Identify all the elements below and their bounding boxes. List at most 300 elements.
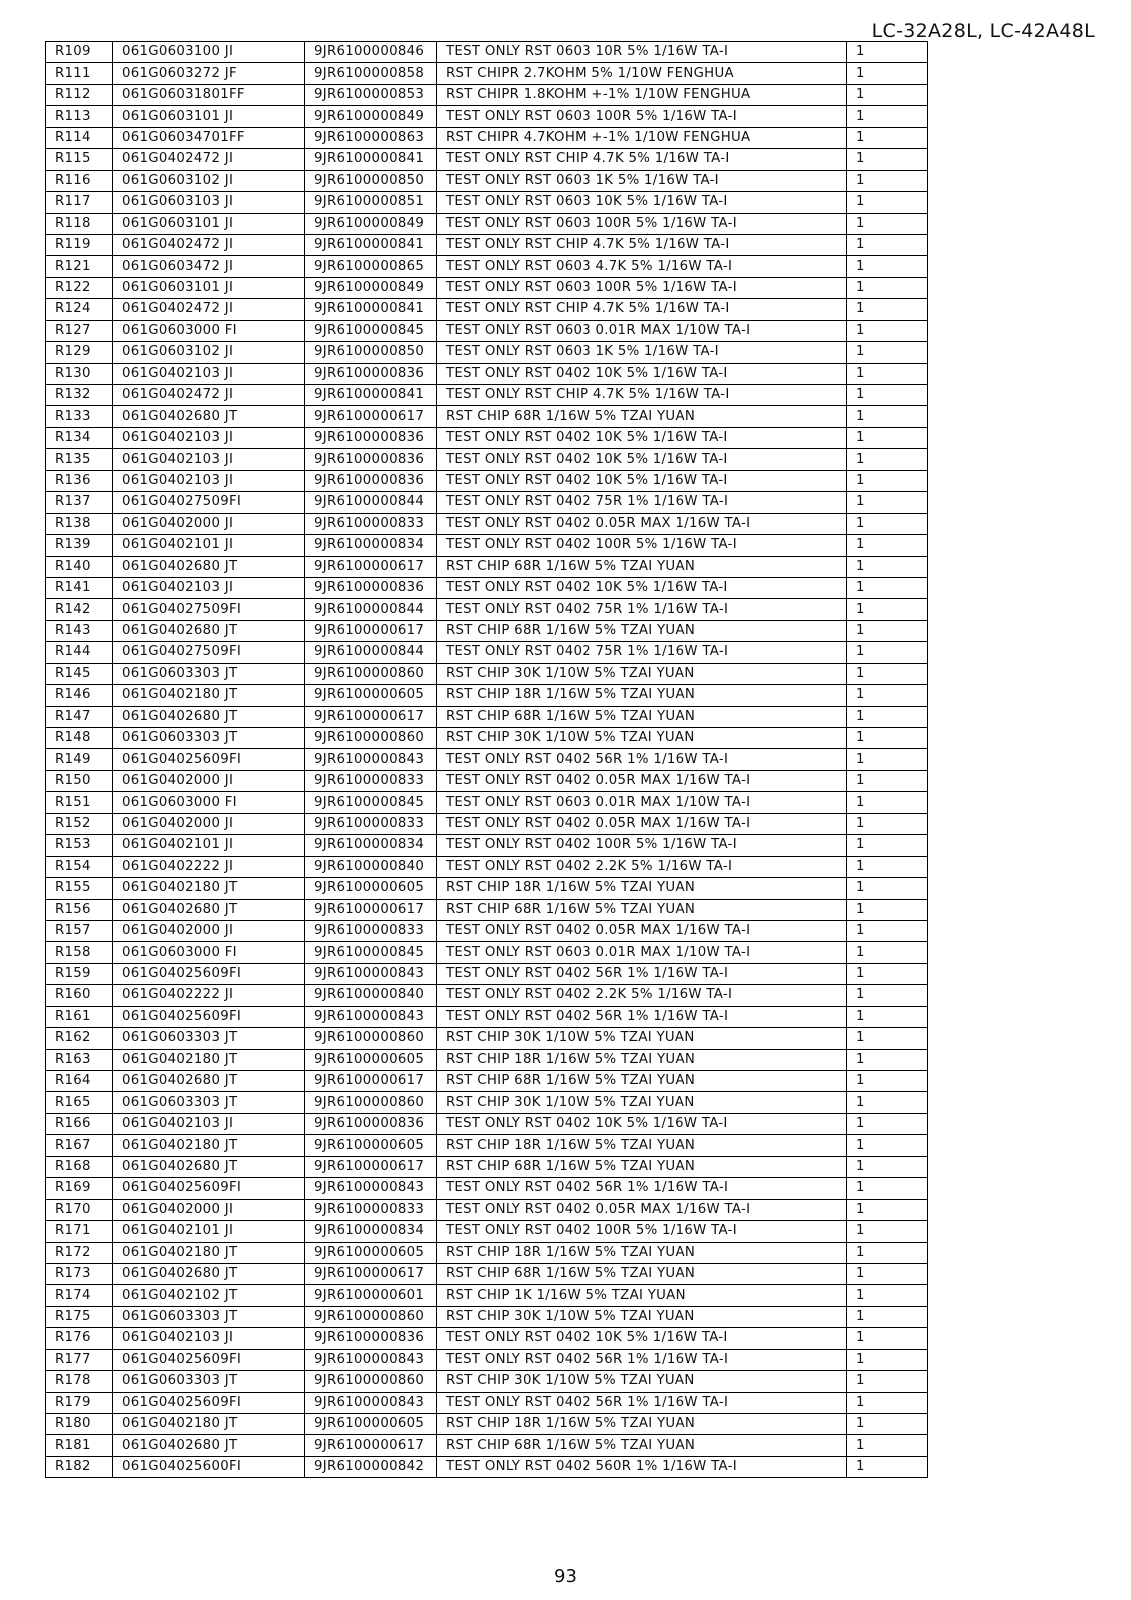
part-number-cell: 061G0402103 JI (113, 1328, 305, 1349)
quantity-cell: 1 (847, 942, 928, 963)
table-row (46, 1371, 928, 1392)
table-row (46, 985, 928, 1006)
ref-designator-cell: R144 (46, 642, 113, 663)
table-row (46, 427, 928, 448)
description-cell: RST CHIP 68R 1/16W 5% TZAI YUAN (437, 620, 847, 641)
service-code-cell: 9JR6100000860 (305, 728, 437, 749)
table-row (46, 728, 928, 749)
service-code-cell: 9JR6100000844 (305, 492, 437, 513)
description-cell: RST CHIP 68R 1/16W 5% TZAI YUAN (437, 406, 847, 427)
description-cell: RST CHIPR 1.8KOHM +-1% 1/10W FENGHUA (437, 84, 847, 105)
service-code-cell: 9JR6100000865 (305, 256, 437, 277)
service-code-cell: 9JR6100000605 (305, 1049, 437, 1070)
description-cell: TEST ONLY RST 0603 100R 5% 1/16W TA-I (437, 213, 847, 234)
ref-designator-cell: R150 (46, 770, 113, 791)
ref-designator-cell: R139 (46, 535, 113, 556)
quantity-cell: 1 (847, 770, 928, 791)
ref-designator-cell: R147 (46, 706, 113, 727)
description-cell: RST CHIP 30K 1/10W 5% TZAI YUAN (437, 728, 847, 749)
service-code-cell: 9JR6100000845 (305, 792, 437, 813)
ref-designator-cell: R130 (46, 363, 113, 384)
page-header-model: LC-32A28L, LC-42A48L (871, 20, 1095, 42)
description-cell: RST CHIP 18R 1/16W 5% TZAI YUAN (437, 1414, 847, 1435)
part-number-cell: 061G0402103 JI (113, 1113, 305, 1134)
table-row (46, 1135, 928, 1156)
description-cell: RST CHIP 30K 1/10W 5% TZAI YUAN (437, 1306, 847, 1327)
quantity-cell: 1 (847, 320, 928, 341)
description-cell: TEST ONLY RST 0402 56R 1% 1/16W TA-I (437, 963, 847, 984)
table-row (46, 127, 928, 148)
service-code-cell: 9JR6100000605 (305, 878, 437, 899)
ref-designator-cell: R163 (46, 1049, 113, 1070)
ref-designator-cell: R145 (46, 663, 113, 684)
table-row (46, 620, 928, 641)
ref-designator-cell: R134 (46, 427, 113, 448)
service-code-cell: 9JR6100000845 (305, 942, 437, 963)
description-cell: TEST ONLY RST 0603 100R 5% 1/16W TA-I (437, 277, 847, 298)
quantity-cell: 1 (847, 1371, 928, 1392)
table-row (46, 299, 928, 320)
description-cell: TEST ONLY RST 0402 10K 5% 1/16W TA-I (437, 427, 847, 448)
service-code-cell: 9JR6100000617 (305, 1435, 437, 1456)
description-cell: TEST ONLY RST 0402 2.2K 5% 1/16W TA-I (437, 985, 847, 1006)
part-number-cell: 061G0603103 JI (113, 192, 305, 213)
ref-designator-cell: R142 (46, 599, 113, 620)
ref-designator-cell: R166 (46, 1113, 113, 1134)
description-cell: TEST ONLY RST 0402 100R 5% 1/16W TA-I (437, 535, 847, 556)
part-number-cell: 061G0603101 JI (113, 106, 305, 127)
quantity-cell: 1 (847, 42, 928, 63)
ref-designator-cell: R149 (46, 749, 113, 770)
quantity-cell: 1 (847, 920, 928, 941)
service-code-cell: 9JR6100000850 (305, 170, 437, 191)
description-cell: TEST ONLY RST 0402 10K 5% 1/16W TA-I (437, 1113, 847, 1134)
description-cell: RST CHIP 68R 1/16W 5% TZAI YUAN (437, 706, 847, 727)
ref-designator-cell: R175 (46, 1306, 113, 1327)
ref-designator-cell: R116 (46, 170, 113, 191)
table-row (46, 1263, 928, 1284)
service-code-cell: 9JR6100000617 (305, 556, 437, 577)
service-code-cell: 9JR6100000845 (305, 320, 437, 341)
part-number-cell: 061G04025609FI (113, 1392, 305, 1413)
table-row (46, 234, 928, 255)
table-row (46, 577, 928, 598)
quantity-cell: 1 (847, 1156, 928, 1177)
ref-designator-cell: R161 (46, 1006, 113, 1027)
table-row (46, 535, 928, 556)
table-row (46, 84, 928, 105)
service-code-cell: 9JR6100000843 (305, 1178, 437, 1199)
quantity-cell: 1 (847, 1092, 928, 1113)
ref-designator-cell: R136 (46, 470, 113, 491)
quantity-cell: 1 (847, 1071, 928, 1092)
part-number-cell: 061G0402180 JT (113, 685, 305, 706)
table-row (46, 856, 928, 877)
table-row (46, 470, 928, 491)
table-row (46, 1178, 928, 1199)
service-code-cell: 9JR6100000605 (305, 1242, 437, 1263)
part-number-cell: 061G0402680 JT (113, 706, 305, 727)
description-cell: RST CHIP 30K 1/10W 5% TZAI YUAN (437, 1092, 847, 1113)
ref-designator-cell: R118 (46, 213, 113, 234)
table-row (46, 406, 928, 427)
service-code-cell: 9JR6100000860 (305, 1092, 437, 1113)
table-row (46, 942, 928, 963)
description-cell: TEST ONLY RST 0603 1K 5% 1/16W TA-I (437, 342, 847, 363)
part-number-cell: 061G04027509FI (113, 599, 305, 620)
ref-designator-cell: R121 (46, 256, 113, 277)
quantity-cell: 1 (847, 1178, 928, 1199)
service-code-cell: 9JR6100000842 (305, 1456, 437, 1477)
description-cell: RST CHIP 18R 1/16W 5% TZAI YUAN (437, 878, 847, 899)
part-number-cell: 061G0402680 JT (113, 406, 305, 427)
quantity-cell: 1 (847, 706, 928, 727)
table-row (46, 1285, 928, 1306)
table-row (46, 599, 928, 620)
quantity-cell: 1 (847, 106, 928, 127)
ref-designator-cell: R143 (46, 620, 113, 641)
table-row (46, 685, 928, 706)
service-code-cell: 9JR6100000863 (305, 127, 437, 148)
service-code-cell: 9JR6100000617 (305, 406, 437, 427)
ref-designator-cell: R178 (46, 1371, 113, 1392)
service-code-cell: 9JR6100000841 (305, 234, 437, 255)
quantity-cell: 1 (847, 470, 928, 491)
part-number-cell: 061G0402472 JI (113, 149, 305, 170)
table-row (46, 513, 928, 534)
service-code-cell: 9JR6100000605 (305, 685, 437, 706)
quantity-cell: 1 (847, 1006, 928, 1027)
table-row (46, 342, 928, 363)
quantity-cell: 1 (847, 234, 928, 255)
ref-designator-cell: R129 (46, 342, 113, 363)
ref-designator-cell: R153 (46, 835, 113, 856)
table-row (46, 1392, 928, 1413)
quantity-cell: 1 (847, 277, 928, 298)
description-cell: TEST ONLY RST 0402 75R 1% 1/16W TA-I (437, 599, 847, 620)
description-cell: TEST ONLY RST CHIP 4.7K 5% 1/16W TA-I (437, 234, 847, 255)
part-number-cell: 061G0402000 JI (113, 513, 305, 534)
service-code-cell: 9JR6100000834 (305, 835, 437, 856)
description-cell: RST CHIP 68R 1/16W 5% TZAI YUAN (437, 1071, 847, 1092)
part-number-cell: 061G0402222 JI (113, 985, 305, 1006)
description-cell: TEST ONLY RST 0402 56R 1% 1/16W TA-I (437, 749, 847, 770)
quantity-cell: 1 (847, 599, 928, 620)
table-row (46, 1221, 928, 1242)
description-cell: RST CHIPR 4.7KOHM +-1% 1/10W FENGHUA (437, 127, 847, 148)
ref-designator-cell: R182 (46, 1456, 113, 1477)
ref-designator-cell: R109 (46, 42, 113, 63)
table-row (46, 277, 928, 298)
part-number-cell: 061G0402000 JI (113, 1199, 305, 1220)
description-cell: TEST ONLY RST 0603 4.7K 5% 1/16W TA-I (437, 256, 847, 277)
quantity-cell: 1 (847, 685, 928, 706)
part-number-cell: 061G0402000 JI (113, 813, 305, 834)
description-cell: TEST ONLY RST 0402 100R 5% 1/16W TA-I (437, 1221, 847, 1242)
service-code-cell: 9JR6100000858 (305, 63, 437, 84)
service-code-cell: 9JR6100000833 (305, 813, 437, 834)
service-code-cell: 9JR6100000843 (305, 963, 437, 984)
part-number-cell: 061G0402680 JT (113, 1071, 305, 1092)
ref-designator-cell: R160 (46, 985, 113, 1006)
part-number-cell: 061G0603102 JI (113, 342, 305, 363)
service-code-cell: 9JR6100000841 (305, 299, 437, 320)
ref-designator-cell: R132 (46, 385, 113, 406)
quantity-cell: 1 (847, 642, 928, 663)
table-row (46, 813, 928, 834)
part-number-cell: 061G0402103 JI (113, 577, 305, 598)
part-number-cell: 061G0402680 JT (113, 1263, 305, 1284)
table-row (46, 1328, 928, 1349)
ref-designator-cell: R180 (46, 1414, 113, 1435)
service-code-cell: 9JR6100000836 (305, 363, 437, 384)
quantity-cell: 1 (847, 342, 928, 363)
service-code-cell: 9JR6100000860 (305, 663, 437, 684)
ref-designator-cell: R165 (46, 1092, 113, 1113)
description-cell: TEST ONLY RST 0603 10K 5% 1/16W TA-I (437, 192, 847, 213)
parts-list-body (46, 42, 928, 1478)
ref-designator-cell: R162 (46, 1028, 113, 1049)
part-number-cell: 061G0402472 JI (113, 385, 305, 406)
quantity-cell: 1 (847, 385, 928, 406)
part-number-cell: 061G04025609FI (113, 1006, 305, 1027)
description-cell: TEST ONLY RST 0402 10K 5% 1/16W TA-I (437, 470, 847, 491)
description-cell: TEST ONLY RST 0402 100R 5% 1/16W TA-I (437, 835, 847, 856)
service-code-cell: 9JR6100000853 (305, 84, 437, 105)
part-number-cell: 061G0402101 JI (113, 1221, 305, 1242)
quantity-cell: 1 (847, 749, 928, 770)
ref-designator-cell: R154 (46, 856, 113, 877)
service-code-cell: 9JR6100000851 (305, 192, 437, 213)
service-code-cell: 9JR6100000617 (305, 899, 437, 920)
quantity-cell: 1 (847, 1435, 928, 1456)
description-cell: TEST ONLY RST 0603 1K 5% 1/16W TA-I (437, 170, 847, 191)
quantity-cell: 1 (847, 492, 928, 513)
part-number-cell: 061G0402680 JT (113, 620, 305, 641)
quantity-cell: 1 (847, 1242, 928, 1263)
part-number-cell: 061G0603101 JI (113, 277, 305, 298)
table-row (46, 1028, 928, 1049)
table-row (46, 449, 928, 470)
description-cell: TEST ONLY RST CHIP 4.7K 5% 1/16W TA-I (437, 149, 847, 170)
table-row (46, 1199, 928, 1220)
description-cell: TEST ONLY RST 0402 560R 1% 1/16W TA-I (437, 1456, 847, 1477)
quantity-cell: 1 (847, 1349, 928, 1370)
service-code-cell: 9JR6100000841 (305, 149, 437, 170)
ref-designator-cell: R127 (46, 320, 113, 341)
part-number-cell: 061G06031801FF (113, 84, 305, 105)
part-number-cell: 061G0402101 JI (113, 535, 305, 556)
quantity-cell: 1 (847, 728, 928, 749)
description-cell: TEST ONLY RST 0402 10K 5% 1/16W TA-I (437, 449, 847, 470)
table-row (46, 920, 928, 941)
part-number-cell: 061G0603303 JT (113, 1028, 305, 1049)
table-row (46, 1306, 928, 1327)
ref-designator-cell: R146 (46, 685, 113, 706)
quantity-cell: 1 (847, 1221, 928, 1242)
part-number-cell: 061G0402180 JT (113, 1414, 305, 1435)
part-number-cell: 061G0402000 JI (113, 920, 305, 941)
quantity-cell: 1 (847, 363, 928, 384)
description-cell: RST CHIP 30K 1/10W 5% TZAI YUAN (437, 1371, 847, 1392)
service-code-cell: 9JR6100000849 (305, 106, 437, 127)
ref-designator-cell: R174 (46, 1285, 113, 1306)
description-cell: RST CHIP 30K 1/10W 5% TZAI YUAN (437, 663, 847, 684)
part-number-cell: 061G0402101 JI (113, 835, 305, 856)
table-row (46, 1456, 928, 1477)
quantity-cell: 1 (847, 256, 928, 277)
ref-designator-cell: R176 (46, 1328, 113, 1349)
description-cell: TEST ONLY RST 0402 56R 1% 1/16W TA-I (437, 1349, 847, 1370)
ref-designator-cell: R133 (46, 406, 113, 427)
ref-designator-cell: R179 (46, 1392, 113, 1413)
table-row (46, 1435, 928, 1456)
quantity-cell: 1 (847, 985, 928, 1006)
quantity-cell: 1 (847, 1306, 928, 1327)
ref-designator-cell: R117 (46, 192, 113, 213)
table-row (46, 106, 928, 127)
description-cell: TEST ONLY RST 0402 0.05R MAX 1/16W TA-I (437, 813, 847, 834)
description-cell: TEST ONLY RST 0402 56R 1% 1/16W TA-I (437, 1178, 847, 1199)
part-number-cell: 061G0402472 JI (113, 299, 305, 320)
quantity-cell: 1 (847, 1392, 928, 1413)
quantity-cell: 1 (847, 513, 928, 534)
part-number-cell: 061G04025609FI (113, 1349, 305, 1370)
description-cell: TEST ONLY RST 0402 10K 5% 1/16W TA-I (437, 1328, 847, 1349)
table-row (46, 1242, 928, 1263)
table-row (46, 363, 928, 384)
table-row (46, 770, 928, 791)
table-row (46, 556, 928, 577)
description-cell: TEST ONLY RST 0603 0.01R MAX 1/10W TA-I (437, 942, 847, 963)
part-number-cell: 061G0402680 JT (113, 1156, 305, 1177)
description-cell: RST CHIP 68R 1/16W 5% TZAI YUAN (437, 556, 847, 577)
quantity-cell: 1 (847, 813, 928, 834)
service-code-cell: 9JR6100000605 (305, 1414, 437, 1435)
service-code-cell: 9JR6100000617 (305, 1071, 437, 1092)
ref-designator-cell: R157 (46, 920, 113, 941)
service-code-cell: 9JR6100000844 (305, 599, 437, 620)
quantity-cell: 1 (847, 84, 928, 105)
ref-designator-cell: R119 (46, 234, 113, 255)
table-row (46, 149, 928, 170)
quantity-cell: 1 (847, 663, 928, 684)
part-number-cell: 061G0402103 JI (113, 449, 305, 470)
quantity-cell: 1 (847, 213, 928, 234)
table-row (46, 492, 928, 513)
service-code-cell: 9JR6100000836 (305, 470, 437, 491)
quantity-cell: 1 (847, 427, 928, 448)
ref-designator-cell: R114 (46, 127, 113, 148)
part-number-cell: 061G0402180 JT (113, 1242, 305, 1263)
service-code-cell: 9JR6100000841 (305, 385, 437, 406)
part-number-cell: 061G0603000 FI (113, 942, 305, 963)
table-row (46, 385, 928, 406)
table-row (46, 256, 928, 277)
part-number-cell: 061G0603000 FI (113, 320, 305, 341)
service-code-cell: 9JR6100000843 (305, 1349, 437, 1370)
part-number-cell: 061G0603100 JI (113, 42, 305, 63)
table-row (46, 63, 928, 84)
ref-designator-cell: R177 (46, 1349, 113, 1370)
description-cell: TEST ONLY RST CHIP 4.7K 5% 1/16W TA-I (437, 299, 847, 320)
quantity-cell: 1 (847, 1328, 928, 1349)
part-number-cell: 061G0603000 FI (113, 792, 305, 813)
quantity-cell: 1 (847, 856, 928, 877)
description-cell: TEST ONLY RST 0603 100R 5% 1/16W TA-I (437, 106, 847, 127)
service-code-cell: 9JR6100000617 (305, 620, 437, 641)
description-cell: RST CHIP 18R 1/16W 5% TZAI YUAN (437, 1135, 847, 1156)
table-row (46, 1092, 928, 1113)
part-number-cell: 061G04027509FI (113, 642, 305, 663)
quantity-cell: 1 (847, 535, 928, 556)
part-number-cell: 061G04025609FI (113, 963, 305, 984)
service-code-cell: 9JR6100000836 (305, 427, 437, 448)
quantity-cell: 1 (847, 170, 928, 191)
part-number-cell: 061G04027509FI (113, 492, 305, 513)
description-cell: RST CHIP 68R 1/16W 5% TZAI YUAN (437, 1156, 847, 1177)
description-cell: TEST ONLY RST 0402 0.05R MAX 1/16W TA-I (437, 770, 847, 791)
description-cell: RST CHIP 18R 1/16W 5% TZAI YUAN (437, 1242, 847, 1263)
table-row (46, 792, 928, 813)
quantity-cell: 1 (847, 1414, 928, 1435)
table-row (46, 170, 928, 191)
table-row (46, 1071, 928, 1092)
service-code-cell: 9JR6100000601 (305, 1285, 437, 1306)
service-code-cell: 9JR6100000843 (305, 1392, 437, 1413)
ref-designator-cell: R122 (46, 277, 113, 298)
description-cell: RST CHIP 68R 1/16W 5% TZAI YUAN (437, 899, 847, 920)
part-number-cell: 061G0402180 JT (113, 1049, 305, 1070)
quantity-cell: 1 (847, 577, 928, 598)
service-code-cell: 9JR6100000617 (305, 706, 437, 727)
description-cell: TEST ONLY RST 0603 0.01R MAX 1/10W TA-I (437, 320, 847, 341)
service-code-cell: 9JR6100000840 (305, 856, 437, 877)
ref-designator-cell: R181 (46, 1435, 113, 1456)
ref-designator-cell: R169 (46, 1178, 113, 1199)
description-cell: TEST ONLY RST 0402 56R 1% 1/16W TA-I (437, 1392, 847, 1413)
description-cell: TEST ONLY RST 0402 75R 1% 1/16W TA-I (437, 492, 847, 513)
part-number-cell: 061G0603303 JT (113, 1092, 305, 1113)
part-number-cell: 061G0402102 JT (113, 1285, 305, 1306)
quantity-cell: 1 (847, 63, 928, 84)
quantity-cell: 1 (847, 1263, 928, 1284)
ref-designator-cell: R148 (46, 728, 113, 749)
description-cell: TEST ONLY RST 0402 0.05R MAX 1/16W TA-I (437, 513, 847, 534)
service-code-cell: 9JR6100000846 (305, 42, 437, 63)
table-row (46, 663, 928, 684)
part-number-cell: 061G0603303 JT (113, 1371, 305, 1392)
ref-designator-cell: R170 (46, 1199, 113, 1220)
ref-designator-cell: R115 (46, 149, 113, 170)
quantity-cell: 1 (847, 406, 928, 427)
page-number: 93 (554, 1566, 577, 1587)
table-row (46, 320, 928, 341)
part-number-cell: 061G0402103 JI (113, 363, 305, 384)
service-code-cell: 9JR6100000833 (305, 920, 437, 941)
quantity-cell: 1 (847, 620, 928, 641)
quantity-cell: 1 (847, 556, 928, 577)
ref-designator-cell: R159 (46, 963, 113, 984)
quantity-cell: 1 (847, 792, 928, 813)
service-code-cell: 9JR6100000836 (305, 577, 437, 598)
description-cell: RST CHIP 18R 1/16W 5% TZAI YUAN (437, 1049, 847, 1070)
ref-designator-cell: R173 (46, 1263, 113, 1284)
table-row (46, 899, 928, 920)
quantity-cell: 1 (847, 835, 928, 856)
part-number-cell: 061G0603303 JT (113, 728, 305, 749)
service-code-cell: 9JR6100000843 (305, 749, 437, 770)
